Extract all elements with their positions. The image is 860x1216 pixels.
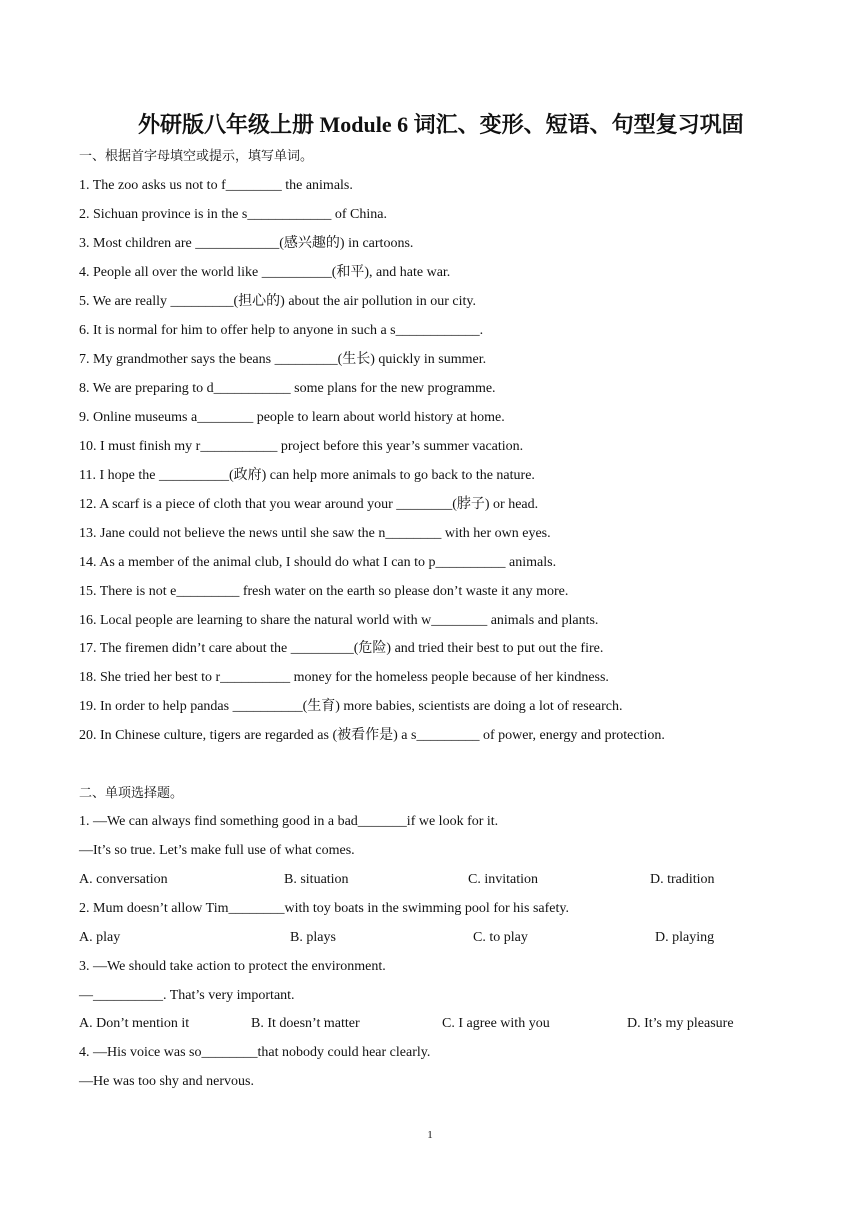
- list-item: 20. In Chinese culture, tigers are regarded as (被看作是) a s_________ of power, energy and protection.: [79, 728, 665, 743]
- list-item: 17. The firemen didn’t care about the _________(危险) and tried their best to put out the fire.: [79, 641, 604, 656]
- list-item: 13. Jane could not believe the news until she saw the n________ with her own eyes.: [79, 526, 551, 541]
- section2-heading: 二、单项选择题。: [79, 786, 184, 801]
- list-item: 1. The zoo asks us not to f________ the animals.: [79, 178, 353, 193]
- list-item: 19. In order to help pandas __________(生育) more babies, scientists are doing a lot of research.: [79, 699, 623, 714]
- list-item: 14. As a member of the animal club, I should do what I can to p__________ animals.: [79, 555, 557, 570]
- option-b: B. situation: [284, 872, 349, 887]
- option-d: D. tradition: [650, 872, 715, 887]
- question-stem: 2. Mum doesn’t allow Tim________with toy boats in the swimming pool for his safety.: [79, 901, 569, 916]
- list-item: 16. Local people are learning to share the natural world with w________ animals and plants.: [79, 613, 599, 628]
- option-c: C. invitation: [468, 872, 538, 887]
- question-stem: 3. —We should take action to protect the environment.: [79, 959, 386, 974]
- list-item: 6. It is normal for him to offer help to anyone in such a s____________.: [79, 323, 484, 338]
- list-item: 12. A scarf is a piece of cloth that you wear around your ________(脖子) or head.: [79, 497, 539, 512]
- option-a: A. conversation: [79, 872, 168, 887]
- option-d: D. It’s my pleasure: [627, 1016, 734, 1031]
- list-item: 9. Online museums a________ people to learn about world history at home.: [79, 410, 505, 425]
- list-item: 11. I hope the __________(政府) can help more animals to go back to the nature.: [79, 468, 535, 483]
- option-a: A. play: [79, 930, 121, 945]
- list-item: 10. I must finish my r___________ project before this year’s summer vacation.: [79, 439, 524, 454]
- question-reply: —It’s so true. Let’s make full use of what comes.: [79, 843, 355, 858]
- list-item: 3. Most children are ____________(感兴趣的) in cartoons.: [79, 236, 414, 251]
- list-item: 5. We are really _________(担心的) about the air pollution in our city.: [79, 294, 477, 309]
- question-reply: —He was too shy and nervous.: [79, 1074, 254, 1089]
- question-stem: 1. —We can always find something good in a bad_______if we look for it.: [79, 814, 499, 829]
- list-item: 8. We are preparing to d___________ some plans for the new programme.: [79, 381, 496, 396]
- option-a: A. Don’t mention it: [79, 1016, 190, 1031]
- section1-heading: 一、根据首字母填空或提示，填写单词。: [79, 149, 314, 164]
- list-item: 4. People all over the world like __________(和平), and hate war.: [79, 265, 451, 280]
- option-d: D. playing: [655, 930, 715, 945]
- list-item: 7. My grandmother says the beans _________(生长) quickly in summer.: [79, 352, 487, 367]
- list-item: 2. Sichuan province is in the s____________ of China.: [79, 207, 387, 222]
- option-c: C. to play: [473, 930, 528, 945]
- option-b: B. plays: [290, 930, 336, 945]
- question-stem: 4. —His voice was so________that nobody could hear clearly.: [79, 1045, 431, 1060]
- option-c: C. I agree with you: [442, 1016, 550, 1031]
- page-number: 1: [427, 1129, 433, 1141]
- list-item: 18. She tried her best to r__________ money for the homeless people because of her kindness.: [79, 670, 609, 685]
- list-item: 15. There is not e_________ fresh water on the earth so please don’t waste it any more.: [79, 584, 569, 599]
- option-b: B. It doesn’t matter: [251, 1016, 360, 1031]
- question-reply: —__________. That’s very important.: [79, 988, 295, 1003]
- page-title: 外研版八年级上册 Module 6 词汇、变形、短语、句型复习巩固: [138, 112, 744, 137]
